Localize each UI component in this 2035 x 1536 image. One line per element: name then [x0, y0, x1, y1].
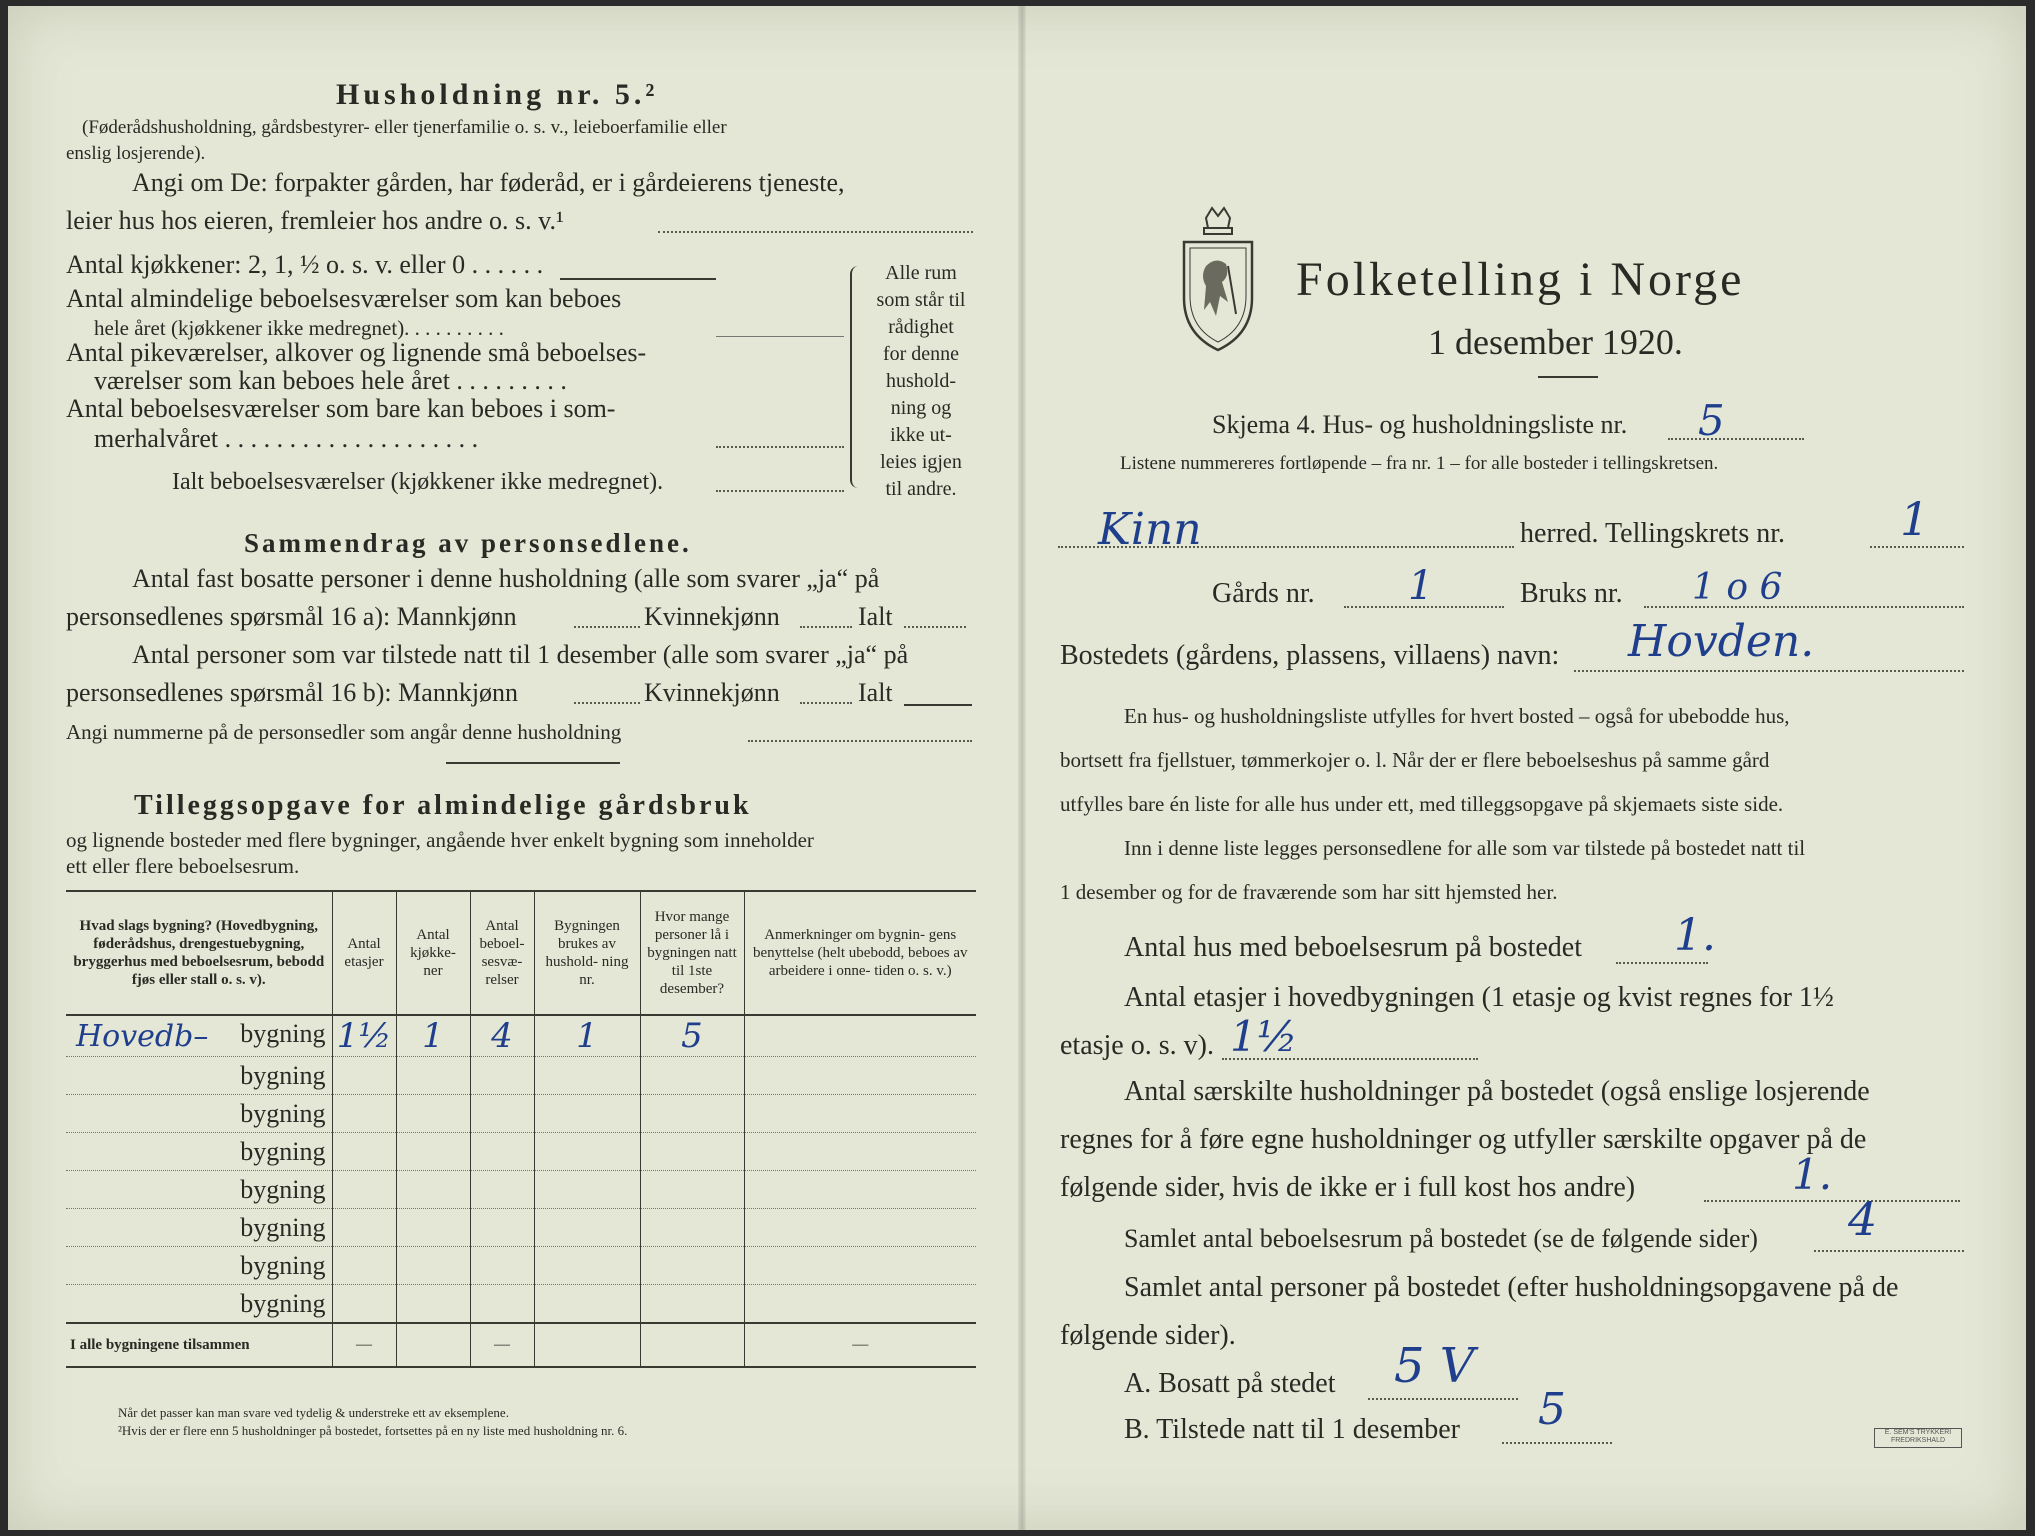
col-header-remarks: Anmerkninger om bygnin- gens benyttelse (helt ubebodd, beboes av arbeidere i onne- tiden o. s. v.) — [744, 892, 976, 1015]
floors-label-1: Antal etasjer i hovedbygningen (1 etasje og kvist regnes for 1½ — [1124, 982, 1834, 1013]
buildings-table — [66, 892, 976, 1368]
footnote-2: ²Hvis der er flere enn 5 husholdninger på bostedet, fortsettes på en ny liste med husholdning nr. 6. — [118, 1423, 628, 1438]
summary-title: Sammendrag av personsedlene. — [244, 528, 692, 558]
rooms-brace — [850, 266, 864, 488]
instruction-line-1: En hus- og husholdningsliste utfylles for hvert bosted – også for ubebodde hus, — [1124, 704, 1790, 728]
present-total-label: Ialt — [858, 678, 893, 707]
present-field — [1502, 1442, 1612, 1444]
ordinary-rooms-label-1: Antal almindelige beboelsesværelser som kan beboes — [66, 284, 622, 313]
houses-label: Antal hus med beboelsesrum på bostedet — [1124, 932, 1583, 963]
table-row — [66, 1015, 976, 1057]
households-label-2: regnes for å føre egne husholdninger og utfyller særskilte opgaver på de — [1060, 1124, 1867, 1155]
summary-present-line-2: personsedlenes spørsmål 16 b): Mannkjønn — [66, 678, 519, 707]
ordinary-rooms-label-2: hele året (kjøkkener ikke medregnet). . . . . . . . . . — [94, 316, 504, 340]
maid-rooms-label-1: Antal pikeværelser, alkover og lignende små beboelses- — [66, 338, 647, 367]
total-rooms-answer-line — [716, 490, 844, 492]
schema-number-field — [1668, 438, 1804, 440]
col-header-kitchens: Antal kjøkke- ner — [396, 892, 470, 1015]
person-numbers-field — [748, 740, 972, 742]
residence-name-value: Hovden. — [1628, 616, 1815, 667]
brace-note — [866, 260, 976, 503]
total-rooms-cell: — — [470, 1323, 534, 1367]
residence-name-label: Bostedets (gårdens, plassens, villaens) navn: — [1060, 640, 1560, 671]
section-divider — [446, 762, 620, 764]
col-header-rooms: Antal beboel- sesvæ- relser — [470, 892, 534, 1015]
brace-note-line: Alle rum — [885, 262, 957, 284]
building-type-cell: bygning — [66, 1095, 332, 1133]
household-no-cell: 1 — [534, 1015, 640, 1057]
brace-note-line: som står til — [876, 289, 966, 311]
household-title: Husholdning nr. 5.² — [336, 78, 659, 111]
summer-rooms-answer-line — [716, 446, 844, 448]
holding-number-value: 1 o 6 — [1692, 567, 1783, 608]
floors-cell: 1½ — [332, 1015, 396, 1057]
persons-cell: 5 — [640, 1015, 744, 1057]
title-divider — [1538, 376, 1598, 378]
households-value: 1. — [1792, 1150, 1833, 1199]
supplement-line-1: og lignende bosteder med flere bygninger, angående hver enkelt bygning som inneholder — [66, 828, 814, 852]
resident-female-field — [800, 626, 852, 628]
building-type-cell: bygning — [66, 1057, 332, 1095]
footnote-1: Når det passer kan man svare ved tydelig & understreke ett av eksemplene. — [118, 1405, 509, 1420]
present-male-field — [574, 702, 640, 704]
farm-number-value: 1 — [1408, 563, 1434, 609]
brace-note-line: leies igjen — [880, 451, 962, 473]
brace-note-line: til andre. — [885, 478, 957, 500]
residence-name-field — [1574, 670, 1964, 672]
table-row — [66, 1171, 976, 1209]
total-rooms-field — [1814, 1250, 1964, 1252]
total-kitchens-cell — [396, 1323, 470, 1367]
instruction-line-4: Inn i denne liste legges personsedlene for alle som var tilstede på bostedet natt til — [1124, 836, 1806, 860]
houses-field — [1616, 962, 1708, 964]
resident-total-field — [904, 626, 966, 628]
total-rooms-value: 4 — [1848, 1192, 1878, 1246]
resident-male-field — [574, 626, 640, 628]
farm-number-field — [1344, 606, 1504, 608]
municipality-label: herred. Tellingskrets nr. — [1520, 518, 1786, 549]
houses-value: 1. — [1674, 910, 1716, 961]
brace-note-line: ning og — [890, 397, 952, 419]
table-row — [66, 1095, 976, 1133]
schema-label: Skjema 4. Hus- og husholdningsliste nr. — [1212, 410, 1628, 439]
resident-value: 5 V — [1394, 1338, 1475, 1394]
instruction-line-2: bortsett fra fjellstuer, tømmerkojer o. l. Når der er flere beboelseshus på samme gård — [1060, 748, 1770, 772]
col-header-persons: Hvor mange personer lå i bygningen natt til 1ste desember? — [640, 892, 744, 1015]
present-female-label: Kvinnekjønn — [644, 678, 780, 707]
kitchens-cell: 1 — [396, 1015, 470, 1057]
total-floors-cell: — — [332, 1323, 396, 1367]
holding-number-field — [1644, 606, 1964, 608]
remarks-cell — [744, 1015, 976, 1057]
table-row — [66, 1133, 976, 1171]
form-title: Folketelling i Norge — [1296, 253, 1745, 306]
col-header-floors: Antal etasjer — [332, 892, 396, 1015]
total-household-cell — [534, 1323, 640, 1367]
floors-value: 1½ — [1230, 1012, 1298, 1061]
total-rooms-label: Ialt beboelsesværelser (kjøkkener ikke medregnet). — [172, 469, 664, 495]
instruction-line-5: 1 desember og for de fraværende som har sitt hjemsted her. — [1060, 880, 1558, 904]
summary-resident-line-2: personsedlenes spørsmål 16 a): Mannkjønn — [66, 602, 517, 631]
floors-field — [1222, 1058, 1478, 1060]
present-female-field — [800, 702, 852, 704]
building-label: bygning — [240, 1018, 326, 1048]
present-label: B. Tilstede natt til 1 desember — [1124, 1414, 1460, 1445]
angi-line-2: leier hus hos eieren, fremleier hos andre o. s. v.¹ — [66, 206, 564, 235]
total-rooms-label-right: Samlet antal beboelsesrum på bostedet (se de følgende sider) — [1124, 1224, 1758, 1253]
table-header-row — [66, 892, 976, 1015]
table-row — [66, 1285, 976, 1324]
table-row — [66, 1209, 976, 1247]
table-row — [66, 1057, 976, 1095]
table-row — [66, 1247, 976, 1285]
table-total-row — [66, 1323, 976, 1367]
summary-present-line-1: Antal personer som var tilstede natt til 1 desember (alle som svarer „ja“ på — [132, 640, 909, 669]
numbering-note: Listene nummereres fortløpende – fra nr. 1 – for alle bosteder i tellingskretsen. — [1120, 453, 1719, 474]
supplement-title: Tilleggsopgave for almindelige gårdsbruk — [134, 790, 752, 821]
municipality-value: Kinn — [1098, 504, 1202, 555]
resident-field — [1368, 1398, 1518, 1400]
brace-note-line: for denne — [882, 343, 960, 365]
printer-stamp: E. SEM'S TRYKKERI FREDRIKSHALD — [1874, 1428, 1962, 1448]
resident-total-label: Ialt — [858, 602, 893, 631]
building-type-value: Hovedb– — [76, 1018, 209, 1054]
ordinary-rooms-underline — [716, 336, 844, 337]
resident-label: A. Bosatt på stedet — [1124, 1368, 1336, 1399]
households-label-3: følgende sider, hvis de ikke er i full kost hos andre) — [1060, 1172, 1636, 1203]
building-type-cell — [66, 1015, 332, 1057]
intro-line-1: (Føderådshusholdning, gårdsbestyrer- eller tjenerfamilie o. s. v., leieboerfamilie eller — [82, 117, 727, 138]
total-persons-label-2: følgende sider). — [1060, 1320, 1236, 1351]
supplement-line-2: ett eller flere beboelsesrum. — [66, 854, 300, 878]
households-field — [1704, 1200, 1960, 1202]
angi-answer-line — [658, 231, 973, 233]
households-label-1: Antal særskilte husholdninger på bostedet (også enslige losjerende — [1124, 1076, 1870, 1107]
census-form-sheet — [8, 6, 2026, 1530]
census-date: 1 desember 1920. — [1428, 322, 1683, 362]
building-type-cell: bygning — [66, 1247, 332, 1285]
schema-number-value: 5 — [1698, 396, 1725, 445]
instruction-line-3: utfylles bare én liste for alle hus under ett, med tilleggsopgave på skjemaets siste side. — [1060, 792, 1784, 816]
kitchens-underline — [560, 278, 716, 280]
municipality-field — [1058, 546, 1514, 548]
present-value: 5 — [1538, 1384, 1566, 1435]
holding-number-label: Bruks nr. — [1520, 578, 1623, 609]
page-fold — [1018, 6, 1026, 1530]
brace-note-line: hushold- — [886, 370, 956, 392]
rooms-cell: 4 — [470, 1015, 534, 1057]
district-number-field — [1870, 546, 1964, 548]
col-header-building-type: Hvad slags bygning? (Hovedbygning, føderådshus, drengestuebygning, bryggerhus med beboelsesrum, bebodd fjøs eller stall o. s. v). — [66, 892, 332, 1015]
col-header-household-no: Bygningen brukes av hushold- ning nr. — [534, 892, 640, 1015]
brace-note-line: ikke ut- — [890, 424, 952, 446]
building-type-cell: bygning — [66, 1209, 332, 1247]
summer-rooms-label-2: merhalvåret . . . . . . . . . . . . . . . . . . . . — [94, 424, 479, 453]
building-type-cell: bygning — [66, 1285, 332, 1324]
district-number-value: 1 — [1900, 492, 1930, 546]
maid-rooms-label-2: værelser som kan beboes hele året . . . . . . . . . — [94, 366, 567, 395]
brace-note-line: rådighet — [888, 316, 954, 338]
summer-rooms-label-1: Antal beboelsesværelser som bare kan beboes i som- — [66, 394, 616, 423]
building-type-cell: bygning — [66, 1171, 332, 1209]
intro-line-2: enslig losjerende). — [66, 143, 206, 164]
total-remarks-cell: — — [852, 1336, 869, 1353]
building-type-cell: bygning — [66, 1133, 332, 1171]
floors-label-2: etasje o. s. v). — [1060, 1030, 1214, 1061]
total-label-cell: I alle bygningene tilsammen — [66, 1323, 332, 1367]
total-persons-cell — [640, 1323, 744, 1367]
present-total-field — [904, 704, 972, 706]
resident-female-label: Kvinnekjønn — [644, 602, 780, 631]
total-persons-label-1: Samlet antal personer på bostedet (efter husholdningsopgavene på de — [1124, 1272, 1899, 1303]
summary-resident-line-1: Antal fast bosatte personer i denne husholdning (alle som svarer „ja“ på — [132, 564, 880, 593]
angi-line-1: Angi om De: forpakter gården, har føderåd, er i gårdeierens tjeneste, — [132, 168, 845, 197]
kitchens-label: Antal kjøkkener: 2, 1, ½ o. s. v. eller 0 . . . . . . — [66, 250, 544, 279]
person-numbers-label: Angi nummerne på de personsedler som angår denne husholdning — [66, 720, 622, 744]
norway-coat-of-arms-icon — [1176, 206, 1260, 356]
farm-number-label: Gårds nr. — [1212, 578, 1315, 609]
